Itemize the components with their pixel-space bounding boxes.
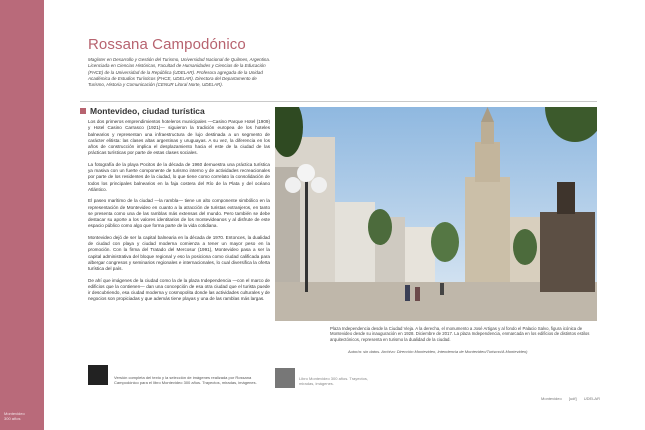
author-bio: Magíster en Desarrollo y Gestión del Turismo, Universidad Nacional de Quilmes, Argentina. Licenciada en Ciencias Históricas, Facultad de Humanidades y Ciencias de la Educación (FHCE) de la Universidad de la República (UDELAR). Profesora agregada de la Unidad Académica de Estudios Turísticos (FHCE, UDELAR). Directora del Departamento de Turismo, Historia y Comunicación (CENUR Litoral Norte, UDELAR). xyxy=(88,57,271,88)
logo-udelar: UDELAR xyxy=(583,396,600,401)
sidebar-footer-line2: 300 años xyxy=(4,416,21,421)
sidebar-footer xyxy=(4,411,25,421)
paragraph-4: Montevideo dejó de ser la capital balnearia en la década de 1970. Entonces, la dualidad de ciudad con playa y ciudad moderna comienza a tener un mayor peso en la promoción. Con la firma del Tratado del Mercosur (1991), Montevideo pasa a ser la capital administrativa del bloque regional y eso la posiciona como ciudad calificada para albergar congresos y seminarios regionales e internacionales, lo cual diversifica la oferta turística del país. xyxy=(88,234,270,272)
paragraph-2: La fotografía de la playa Pocitos de la década de 1960 demuestra una práctica turística ya masiva con un fuerte componente de turismo interno y de actividades recreacionales por parte de los residentes de la ciudad, lo que tiene como correlato la consolidación de todos los principales balnearios en la faja costera del Río de la Plata y del océano Atlántico. xyxy=(88,161,270,192)
author-name: Rossana Campodónico xyxy=(88,36,246,53)
sidebar-footer-line1: Montevideo xyxy=(4,411,25,416)
qr-code-icon-2[interactable] xyxy=(275,368,295,388)
section-marker xyxy=(80,108,86,114)
section-title-text: Montevideo, ciudad turística xyxy=(90,106,205,116)
qr-code-icon[interactable] xyxy=(88,365,108,385)
logos-row xyxy=(535,396,600,401)
article-body xyxy=(88,119,270,308)
qr-text-1: Versión completa del texto y la selección de imágenes realizada por Rossana Campodónico para el libro Montevideo 300 años. Trayectos, miradas, imágenes. xyxy=(114,375,257,385)
paragraph-3: El paseo marítimo de la ciudad —la rambla— tiene un alto componente simbólico en la representación de Montevideo en cuanto a la atracción de turistas extranjeros, en tanto se presenta como una de las ramblas más extensas del mundo. Pero también se debe destacar su aporte a los valores identitarios de los montevideanos y al disfrute de este espacio público como algo que forma parte de la vida cotidiana. xyxy=(88,198,270,229)
sidebar-band xyxy=(0,0,44,430)
logo-montevideo: Montevideo xyxy=(541,396,562,401)
logo-udf: [udf] xyxy=(568,396,577,401)
photo-credit: Autor/a: sin datos. Archivo: Dirección Montevideo, Intendencia de Montevideo/Turismo/A Montevideo) xyxy=(348,349,528,354)
section-title xyxy=(80,106,205,116)
paragraph-1: Los dos primeros emprendimientos hoteleros municipales —Casino Parque Hotel (1909) y Hotel Casino Carrasco (1921)— siguieron la tradición europea de los hoteles balnearios y representan una infraestructura de lujo destinada a un segmento de carácter elitista: las clases altas argentinas y uruguayas. A su vez, la diferencia en los años de construcción implica el desplazamiento hacia el este de la ciudad de las prácticas turísticas por parte de estas clases sociales. xyxy=(88,119,270,156)
plaza-photo xyxy=(275,107,597,321)
photo-caption: Plaza Independencia desde la Ciudad Vieja. A la derecha, el monumento a José Artigas y al fondo el Palacio Salvo, figura icónica de Montevideo desde su inauguración en 1928. Diciembre de 2017. La plaza Independencia, enmarcada en los edificios de distintos estilos arquitectónicos, representa en turismo la dualidad de la ciudad. xyxy=(330,326,590,342)
divider xyxy=(80,101,597,102)
paragraph-5: De ahí que imágenes de la ciudad como la de la plaza Independencia —con el marco de edificios que la contienen— dan una concepción de esa otra ciudad que el turista puede ir descubriendo, esa ciudad moderna y cosmopolita donde las actividades culturales y de negocios son propiciadas y que además tiene playas y una de las ramblas más largas. xyxy=(88,277,270,302)
qr-text-2: Libro Montevideo 300 años. Trayectos, miradas, imágenes. xyxy=(299,376,368,386)
